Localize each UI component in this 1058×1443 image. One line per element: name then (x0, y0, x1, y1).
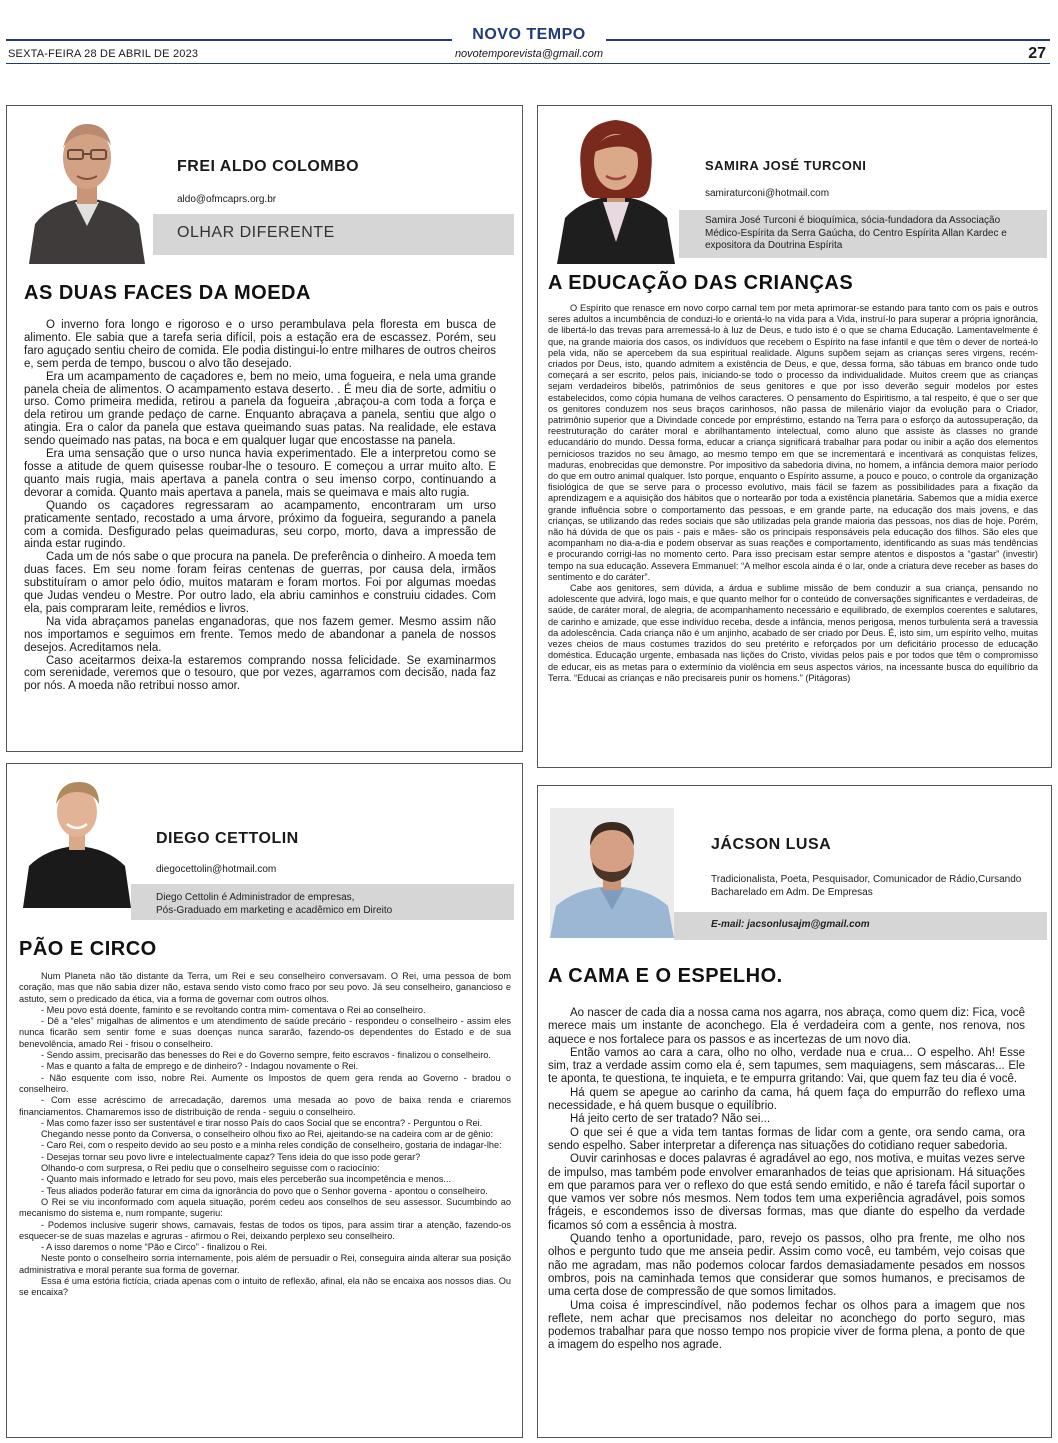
article-body (24, 319, 496, 693)
paragraph: Cada um de nós sabe o que procura na panela. De preferência o dinheiro. A moeda tem duas faces. Em seu nome foram feiras centenas de guerras, por causa dela, irmãos substituíram o amor pelo ódio, muitos mataram e foram mortos. Foi por algumas moedas que Judas vendeu o Mestre. Por outro lado, ela abriu caminhos e construiu cidades. Com ela, pais compraram leite, remédios e livros. (24, 551, 496, 615)
paragraph: Num Planeta não tão distante da Terra, um Rei e seu conselheiro conversavam. O Rei, uma pessoa de bom coração, mas que não sabia dizer não, estava sendo visto como fraco por seu povo. Já seu conselheiro, ganancioso e astuto, sem o predicado da ética, via a forma de governar com outros olhos. (19, 971, 511, 1004)
paragraph: - Quanto mais informado e letrado for seu povo, mais eles perceberão sua incompetência e menos... (41, 1174, 452, 1185)
author-email: aldo@ofmcaprs.org.br (177, 194, 277, 205)
article-title: A EDUCAÇÃO DAS CRIANÇAS (548, 272, 854, 294)
paragraph: - Sendo assim, precisarão das benesses do Rei e do Governo sempre, feito escravos - finalizou o conselheiro. (41, 1050, 491, 1061)
paragraph: - Desejas tornar seu povo livre e intelectualmente capaz? Tens ideia do que isso pode gerar? (41, 1151, 421, 1162)
article-diego (6, 763, 523, 1438)
paragraph: O que sei é que a vida tem tantas formas de lidar com a gente, ora sendo cama, ora sendo espelho. Saber interpretar a diferença nas situações do cotidiano requer sabedoria. (548, 1126, 1025, 1152)
paragraph: Essa é uma estória fictícia, criada apenas com o intuito de reflexão, afinal, ela não se encaixa aos nossos dias. Ou se encaixa? (19, 1276, 511, 1298)
author-bio-line1: Diego Cettolin é Administrador de empresas, (156, 892, 355, 903)
paragraph: Era um acampamento de caçadores e, bem no meio, uma fogueira, e nela uma grande panela cheia de alimentos. O acampamento estava deserto. . É meu dia de sorte, admitiu o urso. Como primeira medida, retirou a panela da fogueira ,abraçou-a com toda a força e dela retirou um grande pedaço de carne. Enquanto abraçava a panela, sentiu que algo o atingia. Era o calor da panela que estava queimando suas patas. Na realidade, ele estava sendo queimado nas patas, na boca e em qualquer lugar que encostasse na panela. (24, 370, 496, 448)
article-frei-aldo (6, 105, 523, 752)
publication-name: NOVO TEMPO (452, 26, 606, 44)
paragraph: - Teus aliados poderão faturar em cima da ignorância do povo que o Senhor governa - apontou o conselheiro. (41, 1185, 488, 1196)
column-name: OLHAR DIFERENTE (177, 224, 335, 241)
paragraph: - Mas e quanto a falta de emprego e de dinheiro? - Indagou novamente o Rei. (41, 1061, 359, 1072)
paragraph: Caso aceitarmos deixa-la estaremos comprando nossa felicidade. Se examinarmos com serenidade, veremos que o tesouro, que por vezes, agarramos com decisão, nada faz por nós. A moeda não retribui nosso amor. (24, 654, 496, 693)
author-photo-icon (550, 808, 674, 938)
author-photo-icon (21, 106, 153, 264)
article-title: AS DUAS FACES DA MOEDA (24, 282, 311, 304)
paragraph: Olhando-o com surpresa, o Rei pediu que o conselheiro seguisse com o raciocínio: (41, 1163, 380, 1174)
article-body (548, 303, 1038, 684)
paragraph: Então vamos ao cara a cara, olho no olho, verdade nua e crua... O espelho. Ah! Esse sim, traz a verdade assim como ela é, sem tapumes, sem maquiagens, sem máscaras... Ele te aponta, te questiona, te inquieta, e te empurra gritando: Vai, que quem faz teu dia é você. (548, 1046, 1025, 1086)
paragraph: Na vida abraçamos panelas enganadoras, que nos fazem gemer. Mesmo assim não nos importamos e seguimos em frente. Temos medo de abandonar a panela de nossos desejos. Acreditamos nela. (24, 615, 496, 654)
header-rule-thin (6, 63, 1050, 64)
paragraph: O Espírito que renasce em novo corpo carnal tem por meta aprimorar-se estando para tanto com os pais e outros seres adultos a incumbência de conduzi-lo e orientá-lo na vida para a Vida, instruí-lo para superar a própria ignorância, de libertá-lo das trevas para arremessá-lo à luz de Deus, e tudo isto é o que se chama Educação. Lamentavelmente é que, na grande maioria dos casos, os indivíduos que recebem o Espírito na fase infantil e que têm o dever de norteá-lo pela vida, não se apercebem da sua espiritual realidade. Alguns supõem sejam as crianças seres virgens, recém-criados por Deus, isto, quando admitem a existência de Deus, e que, dessa forma, são tábuas em branco onde tudo começará a ser escrito, pelos pais, iniciando-se todo o processo da individualidade. Muitos creem que as crianças sejam verdadeiros bibelôs, patrimônios de seus genitores e que por isso deverão seguir modelos por estes estabelecidos, como cópia humana de velhos caracteres. O pensamento do Espiritismo, a tal respeito, é que o ser que os genitores conduzem nos seus braços carinhosos, não passa de milenário viajor da evolução para o Criador, patrimônio superior que a Divindade concede por empréstimo, estando na Terra para o esforço da autossuperação, da reestruturação do caráter moral e abrilhantamento intelectual, como aluno que assiste às classes no grande educandário do mundo. Dessa forma, educar a criança significará trabalhar para podar ou inibir a ação dos elementos perniciosos trazidos no seu âmago, ao mesmo tempo em que se incrementará e incentivará as conquistas felizes, maduras, enobrecidas que demonstre. Por impositivo da sabedoria divina, no homem, a infância demora maior período do que em outro animal qualquer. Isto porque, enquanto o Espírito assume, a pouco e pouco, o controle da organização fisiológica de que se serve para o processo evolutivo, mais fácil se fazem as possibilidades para a fixação da aprendizagem e a aquisição dos hábitos que o nortearão por toda a existência planetária. Sabemos que a mídia exerce grande influência sobre o comportamento das pessoas, e em grande parte, na educação dos mais jovens, e das crianças, se utilizando das redes sociais que são utilizadas pela grande maioria das pessoas, nos dias de hoje. Porém, não há dúvida de que os pais - pais e mães- são os principais responsáveis pela educação dos filhos. São eles que acompanham no dia-a-dia e podem observar as suas reações e comportamento, identificando as suas más tendências e procurando corrigi-las no momento certo. Para isso precisam estar sempre atentos e dispostos a “gastar” (investir) tempo na sua educação. Assevera Emmanuel: “A melhor escola ainda é o lar, onde a criatura deve receber as bases do sentimento e do caráter”. (548, 303, 1038, 582)
paragraph: - Caro Rei, com o respeito devido ao seu posto e a minha reles condição de conselheiro, gostaria de indagar-lhe: (41, 1140, 502, 1151)
author-name: FREI ALDO COLOMBO (177, 158, 360, 175)
article-title: A CAMA E O ESPELHO. (548, 965, 783, 987)
paragraph: Ouvir carinhosas e doces palavras é agradável ao ego, nos motiva, e muitas vezes serve de impulso, mas também pode envolver emaranhados de teias que aprisionam. Há situações em que paramos para ver o reflexo do que está sendo emitido, e não é tarefa fácil suportar o que vamos ver sobre nós mesmos. Nem todos tem uma experiência agradável, pois somos frágeis, e escondemos isso de diversas formas, mas que diante do espelho da verdade ficamos só com a essência à mostra. (548, 1153, 1025, 1232)
paragraph: O inverno fora longo e rigoroso e o urso perambulava pela floresta em busca de alimento. Ele sabia que a tarefa seria difícil, pois a estação era de escassez. Porém, seu faro aguçado sentiu cheiro de comida. Ele podia distingui-lo entre milhares de outros cheiros e, sem perda de tempo, buscou o alvo tão desejado. (24, 319, 496, 370)
paragraph: Era uma sensação que o urso nunca havia experimentado. Ele a interpretou como se fosse a atitude de quem quisesse roubar-lhe o tesouro. E começou a urrar muito alto. E quanto mais rugia, mais apertava a panela contra o seu imenso corpo, continuando a devorar a comida. Quanto mais apertava a panela, mais se queimava e mais alto rugia. (24, 448, 496, 499)
paragraph: Uma coisa é imprescindível, não podemos fechar os olhos para a imagem que nos reflete, nem achar que precisamos nos deleitar no aconchego do porto seguro, mas podemos trabalhar para que nosso tempo nos propicie viver de forma plena, a ponto de que a imagem do espelho nos agrade. (548, 1299, 1025, 1352)
paragraph: - Não esquente com isso, nobre Rei. Aumente os Impostos de quem gera renda ao Governo - bradou o conselheiro. (19, 1072, 511, 1094)
author-bio-line1: Tradicionalista, Poeta, Pesquisador, Comunicador de Rádio,Cursando (711, 874, 1022, 885)
paragraph: Há jeito certo de ser tratado? Não sei... (570, 1113, 771, 1126)
paragraph: - Dê a “eles” migalhas de alimentos e um atendimento de saúde precário - respondeu o conselheiro - assim eles nunca ficarão sem sentir fome e suas doenças nunca sararão, fazendo-os dependentes do Estado e de sua benevolência, amado Rei - frisou o conselheiro. (19, 1016, 511, 1049)
article-jacson (537, 785, 1052, 1438)
article-body (19, 971, 511, 1299)
paragraph: - Mas como fazer isso ser sustentável e tirar nosso País do caos Social que se encontra? - Perguntou o Rei. (41, 1117, 483, 1128)
issue-date: SEXTA-FEIRA 28 DE ABRIL DE 2023 (8, 48, 199, 60)
author-photo-icon (553, 110, 679, 264)
paragraph: - A isso daremos o nome “Pão e Circo” - finalizou o Rei. (41, 1242, 268, 1253)
paragraph: Neste ponto o conselheiro sorria internamente, pois além de persuadir o Rei, conseguira ainda alterar sua posição administrativa e moral perante sua forma de governar. (19, 1253, 511, 1275)
page-number: 27 (1028, 45, 1046, 62)
author-name: SAMIRA JOSÉ TURCONI (705, 158, 867, 173)
paragraph: Há quem se apegue ao carinho da cama, há quem faça do empurrão do reflexo uma necessidade, e há quem busque o equilíbrio. (548, 1086, 1025, 1113)
publication-email: novotemporevista@gmail.com (454, 48, 604, 60)
author-email: diegocettolin@hotmail.com (156, 864, 277, 875)
author-email: samiraturconi@hotmail.com (705, 188, 830, 199)
paragraph: Quando tenho a oportunidade, paro, revejo os passos, olho pra frente, me olho nos olhos e pergunto tudo que me anseia pedir. Assim como você, eu também, vejo coisas que não me agradam, mas não podemos colocar fardos demasiadamente pesados em nossos ombros, pois na caminhada temos que considerar que somos humanos, e precisamos de uma certa dose de compressão de que somos limitados. (548, 1233, 1025, 1299)
paragraph: - Podemos inclusive sugerir shows, carnavais, festas de todos os tipos, para assim tirar a atenção, fazendo-os esquecer-se de suas mazelas e agruras - afirmou o Rei, deixando perplexo seu conselheiro. (19, 1219, 511, 1241)
paragraph: - Com esse acréscimo de arrecadação, daremos uma mesada ao povo de baixa renda e criaremos financiamentos. Chamaremos isso de distribuição de renda - seguiu o conselheiro. (19, 1095, 511, 1117)
author-name: DIEGO CETTOLIN (156, 830, 299, 847)
author-name: JÁCSON LUSA (711, 836, 832, 853)
paragraph: Quando os caçadores regressaram ao acampamento, encontraram um urso praticamente sentado, recostado a uma árvore, próximo da fogueira, segurando a panela com a comida. Desfigurado pelas queimaduras, seu corpo, morto, dava a impressão de ainda estar rugindo. (24, 499, 496, 551)
paragraph: Ao nascer de cada dia a nossa cama nos agarra, nos abraça, como quem diz: Fica, você merece mais um instante de aconchego. Ela é verdadeira com a gente, nos renova, nos aquece e nos fortalece para os passos e as incertezas de um novo dia. (548, 1007, 1025, 1046)
author-photo-icon (23, 770, 131, 908)
article-title: PÃO E CIRCO (19, 938, 157, 960)
paragraph: Cabe aos genitores, sem dúvida, a árdua e sublime missão de bem conduzir a sua criança, pensando no adolescente que advirá, logo mais, e que quanto melhor for o conteúdo de conversações significantes e verdadeiras, de saúde, de caráter moral, de alegria, de acompanhamento necessário e equilibrado, de exemplos coerentes e salutares, de carinho e amizade, que esse indivíduo receba, desde a infância, menos perigosa, menos turbulenta será a travessia da adolescência. Cada criança não é um anjinho, acabado de ser criado por Deus. É, isto sim, um espírito velho, muitas vezes cheios de maus costumes trazidos do seu pretérito e reforçados por um deficitário processo de educação doméstica. Educação urgente, embasada nas lições do Cristo, vividas pelos pais e por todos que têm o compromisso de educar, eis as metas para o extermínio da violência em seus aspectos vários, na incessante busca do equilíbrio da Terra. “Educai as crianças e não precisareis punir os homens.” (Pitágoras) (548, 583, 1038, 683)
author-bio-line2: Bacharelado em Adm. De Empresas (711, 887, 873, 898)
article-samira (537, 105, 1052, 768)
paragraph: Chegando nesse ponto da Conversa, o conselheiro olhou fixo ao Rei, ajeitando-se na cadeira com ar de gênio: (41, 1129, 494, 1140)
paragraph: - Meu povo está doente, faminto e se revoltando contra mim- comentava o Rei ao conselheiro. (41, 1004, 426, 1015)
author-bio-line2: Pós-Graduado em marketing e acadêmico em Direito (156, 905, 393, 916)
author-email: E-mail: jacsonlusajm@gmail.com (711, 919, 870, 930)
author-bio: Samira José Turconi é bioquímica, sócia-fundadora da Associação Médico-Espírita da Serra Gaúcha, do Centro Espírita Allan Kardec e expositora da Doutrina Espírita (705, 215, 1007, 251)
paragraph: O Rei se viu inconformado com aquela situação, porém cedeu aos conselhos de seu assessor. Sucumbindo ao mecanismo do sistema e, num rompante, sugeriu: (19, 1196, 511, 1219)
article-body (548, 1007, 1025, 1353)
